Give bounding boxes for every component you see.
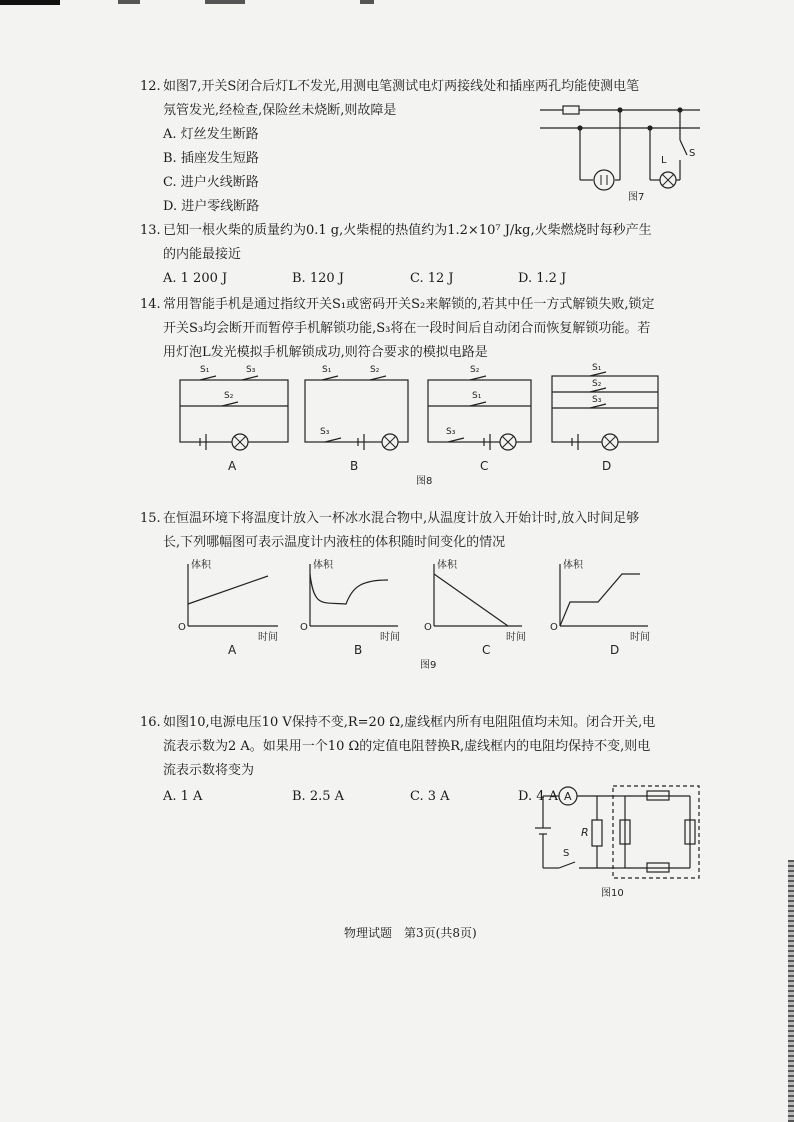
figure-caption: 图9 xyxy=(420,660,437,671)
graph-option-label: C xyxy=(482,643,491,657)
scan-top-bar xyxy=(0,0,60,5)
figure-8-circuits xyxy=(170,362,690,490)
axis-label: 体积 xyxy=(313,560,333,571)
option: D. 进户零线断路 xyxy=(163,199,260,214)
figure-10-circuit xyxy=(525,780,710,900)
switch-label: S₁ xyxy=(200,365,210,375)
option: B. 2.5 A xyxy=(292,789,345,804)
lamp-label: L xyxy=(661,155,667,166)
question-text-line: 如图7,开关S闭合后灯L不发光,用测电笔测试电灯两接线处和插座两孔均能使测电笔 xyxy=(163,79,640,94)
figure-caption: 图7 xyxy=(628,192,645,203)
question-text-line: 在恒温环境下将温度计放入一杯冰水混合物中,从温度计放入开始计时,放入时间足够 xyxy=(163,511,640,526)
switch-label: S₃ xyxy=(592,395,602,405)
origin-label: O xyxy=(424,622,432,633)
option: A. 1 A xyxy=(163,789,203,804)
question-text-line: 已知一根火柴的质量约为0.1 g,火柴棍的热值约为1.2×10⁷ J/kg,火柴燃烧时每秒产生 xyxy=(163,223,652,238)
figure-7-household-circuit xyxy=(535,100,705,210)
figure-9-graphs xyxy=(170,556,690,674)
question-text-line: 用灯泡L发光模拟手机解锁成功,则符合要求的模拟电路是 xyxy=(163,345,488,360)
origin-label: O xyxy=(178,622,186,633)
option: A. 1 200 J xyxy=(163,271,228,286)
graph-option-label: D xyxy=(610,643,620,657)
graph-option-label: B xyxy=(354,643,363,657)
figure-caption: 图10 xyxy=(601,888,624,899)
option: B. 插座发生短路 xyxy=(163,151,259,166)
scan-mark xyxy=(205,0,245,4)
question-text-line: 如图10,电源电压10 V保持不变,R=20 Ω,虚线框内所有电阻阻值均未知。闭合开关,电 xyxy=(163,715,656,730)
question-number: 16. xyxy=(140,715,161,730)
switch-label: S₃ xyxy=(320,427,330,437)
axis-label: 时间 xyxy=(258,632,278,643)
question-text-line: 开关S₃均会断开而暂停手机解锁功能,S₃将在一段时间后自动闭合而恢复解锁功能。若 xyxy=(163,321,651,336)
switch-label: S₂ xyxy=(224,391,234,401)
scan-mark xyxy=(118,0,140,4)
switch-label: S₂ xyxy=(592,379,602,389)
question-text-line: 的内能最接近 xyxy=(163,247,242,262)
switch-label: S₂ xyxy=(470,365,480,375)
ammeter-label: A xyxy=(564,790,572,803)
circuit-option-label: A xyxy=(228,459,237,473)
option: D. 4 A xyxy=(518,789,559,804)
figure-caption: 图8 xyxy=(416,476,433,487)
circuit-option-label: D xyxy=(602,459,612,473)
lamp-icon xyxy=(660,172,676,188)
switch-label: S xyxy=(689,148,696,159)
axis-label: 时间 xyxy=(506,632,526,643)
switch-label: S₁ xyxy=(322,365,332,375)
question-number: 12. xyxy=(140,79,161,94)
axis-label: 时间 xyxy=(630,632,650,643)
resistor-label: R xyxy=(581,826,589,839)
question-number: 15. xyxy=(140,511,161,526)
question-text-line: 常用智能手机是通过指纹开关S₁或密码开关S₂来解锁的,若其中任一方式解锁失败,锁定 xyxy=(163,297,655,312)
switch-label: S xyxy=(563,848,570,859)
origin-label: O xyxy=(300,622,308,633)
switch-label: S₁ xyxy=(592,363,602,373)
axis-label: 体积 xyxy=(437,560,457,571)
option: D. 1.2 J xyxy=(518,271,567,286)
socket-icon xyxy=(594,170,614,190)
switch-label: S₁ xyxy=(472,391,482,401)
axis-label: 体积 xyxy=(191,560,211,571)
option: C. 12 J xyxy=(410,271,454,286)
circuit-option-label: B xyxy=(350,459,359,473)
question-text-line: 流表示数为2 A。如果用一个10 Ω的定值电阻替换R,虚线框内的电阻均保持不变,则电 xyxy=(163,739,651,754)
question-number: 14. xyxy=(140,297,161,312)
question-text-line: 氖管发光,经检查,保险丝未烧断,则故障是 xyxy=(163,103,397,118)
scan-edge-shadow xyxy=(788,860,794,1122)
question-text-line: 长,下列哪幅图可表示温度计内液柱的体积随时间变化的情况 xyxy=(163,535,506,550)
axis-label: 体积 xyxy=(563,560,583,571)
option: A. 灯丝发生断路 xyxy=(163,127,259,142)
origin-label: O xyxy=(550,622,558,633)
graph-option-label: A xyxy=(228,643,237,657)
switch-label: S₃ xyxy=(446,427,456,437)
question-text-line: 流表示数将变为 xyxy=(163,763,255,778)
page-footer: 物理试题 第3页(共8页) xyxy=(344,926,477,940)
question-number: 13. xyxy=(140,223,161,238)
option: C. 3 A xyxy=(410,789,450,804)
switch-label: S₂ xyxy=(370,365,380,375)
switch-label: S₃ xyxy=(246,365,256,375)
axis-label: 时间 xyxy=(380,632,400,643)
option: C. 进户火线断路 xyxy=(163,175,259,190)
circuit-option-label: C xyxy=(480,459,489,473)
scan-mark xyxy=(360,0,374,4)
option: B. 120 J xyxy=(292,271,344,286)
